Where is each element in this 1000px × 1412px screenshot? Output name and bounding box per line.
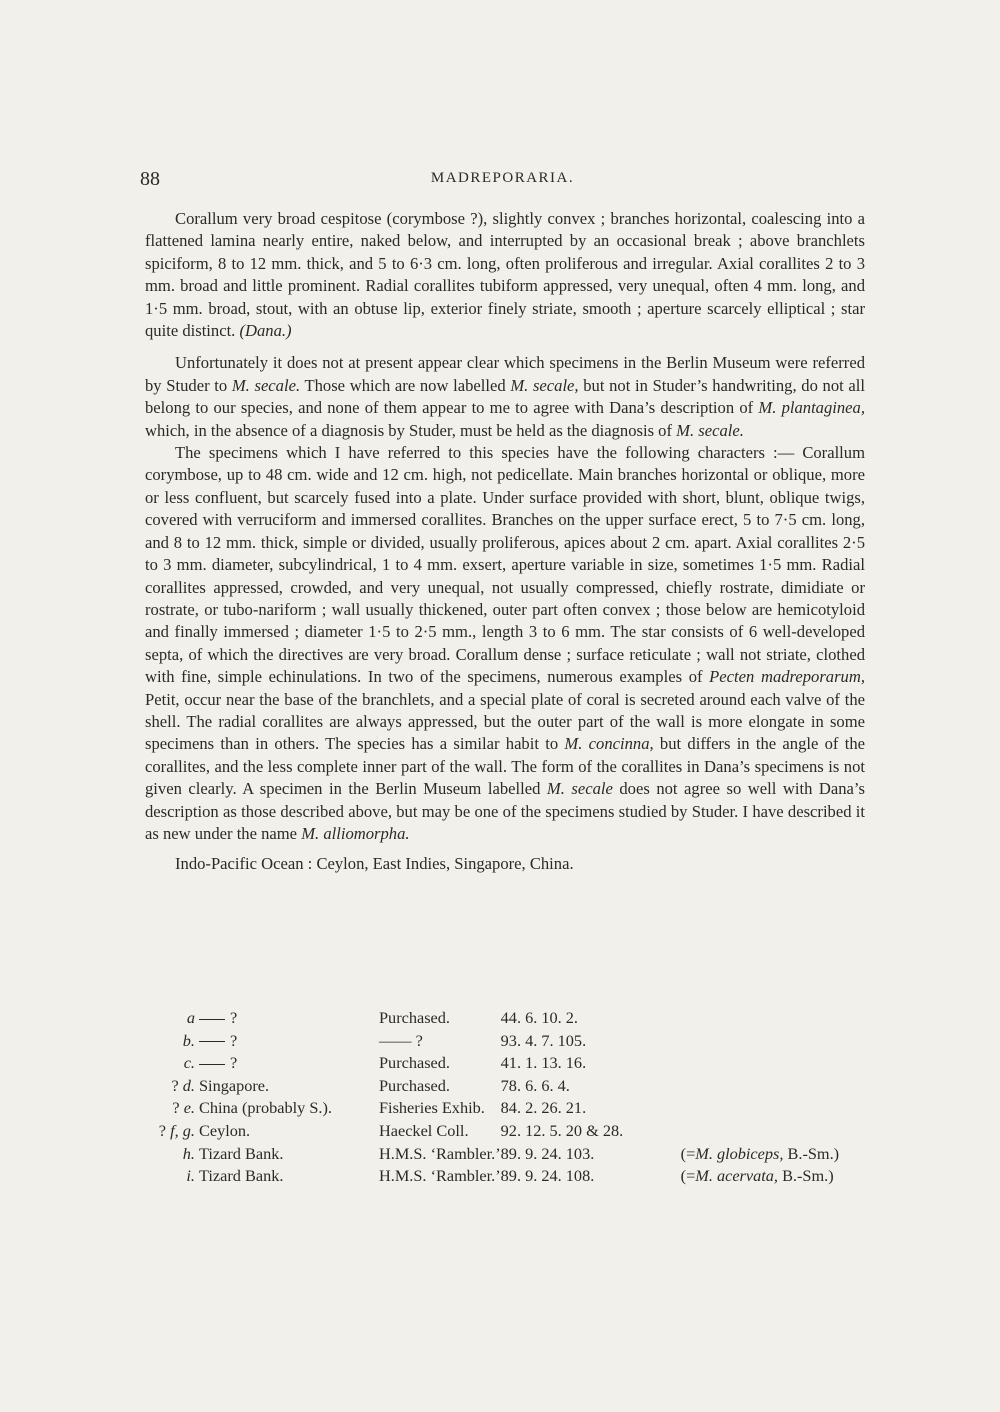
- text-segment: Those which are now labelled: [300, 375, 511, 395]
- specimen-locality: [199, 1031, 379, 1054]
- species-name: M. globiceps,: [695, 1143, 784, 1163]
- species-name: M. acervata,: [695, 1166, 778, 1186]
- specimen-locality: [199, 1098, 379, 1121]
- text-segment: which, in the absence of a diagnosis by Studer, must be held as the diagnosis of: [145, 420, 677, 440]
- specimen-note: [681, 1144, 875, 1167]
- text-segment: The specimens which I have referred to this species have the following characters :— Corallum corymbose, up to 48 cm. wide and 12 cm. high, not pedicellate. Main branches horizontal or oblique, more or less confluent, but scarcely fused into a plate. Under surface provided with short, blunt, oblique twigs, covered with verruciform and immersed corallites. Branches on the upper surface erect, 5 to 7·5 cm. long, and 8 to 12 mm. thick, simple or divided, usually proliferous, apices about 2 cm. apart. Axial corallites 2·5 to 3 mm. diameter, subcylindrical, 1 to 4 mm. exsert, aperture variable in size, sometimes 1·5 mm. Radial corallites appressed, crowded, and very unequal, not usually compressed, chiefly rostrate, dimidiate or rostrate, or tubo-nariform ; wall usually thickened, outer part often convex ; those below are hemicotyloid and finally immersed ; diameter 1·5 to 2·5 mm., length 3 to 6 mm. The star consists of 6 well-developed septa, of which the directives are very broad. Corallum dense ; surface reticulate ; wall not striate, clothed with fine, simple echinulations. In two of the specimens, numerous examples of: [145, 443, 865, 687]
- species-name: M. plantaginea,: [758, 398, 865, 418]
- register-number: 92. 12. 5. 20 & 28.: [500, 1120, 624, 1140]
- specimen-row: [145, 1144, 875, 1167]
- species-name: M. alliomorpha.: [301, 823, 410, 843]
- species-name: M. secale,: [510, 375, 579, 395]
- body-text: [145, 208, 865, 876]
- specimen-letter: [145, 1008, 199, 1031]
- register-number: 84. 2. 26. 21.: [500, 1098, 587, 1118]
- letter-label: b.: [182, 1030, 195, 1050]
- specimen-locality: [199, 1121, 379, 1144]
- specimen-row: [145, 1008, 875, 1031]
- locality-text: ?: [230, 1030, 238, 1050]
- locality-text: ?: [230, 1053, 238, 1073]
- page-number: 88: [140, 168, 160, 190]
- specimen-letter: [145, 1098, 199, 1121]
- species-name: M. secale.: [676, 420, 744, 440]
- specimen-row: [145, 1076, 875, 1099]
- specimen-source: Fisheries Exhib.: [379, 1098, 485, 1118]
- specimen-letter: [145, 1076, 199, 1099]
- locality-text: Tizard Bank.: [199, 1143, 284, 1163]
- description-text: Corallum very broad cespitose (corymbose ?), slightly convex ; branches horizontal, coalescing into a flattened lamina nearly entire, naked below, and interrupted by an occasional break ; above branchlets spiciform, 8 to 12 mm. thick, and 5 to 6·3 cm. long, often proliferous and irregular. Axial corallites 2 to 3 mm. broad and little prominent. Radial corallites tubiform appressed, very unequal, often 4 mm. long, and 1·5 mm. broad, stout, with an obtuse lip, exterior finely striate, smooth ; aperture scarcely elliptical ; star quite distinct.: [145, 209, 865, 341]
- characters-paragraph: [145, 442, 865, 845]
- register-number: 89. 9. 24. 108.: [500, 1166, 595, 1186]
- specimen-note: [681, 1166, 875, 1189]
- note-text: (=: [680, 1143, 696, 1163]
- specimen-note: [681, 1098, 875, 1121]
- dash-rule: [199, 1064, 225, 1065]
- text-segment: but not in Studer’s handwriting, do not all belong to our species, and none of them appear to me to agree with Dana’s description of: [145, 375, 866, 418]
- letter-label: h.: [182, 1143, 195, 1163]
- specimen-source: Purchased.: [379, 1075, 450, 1095]
- letter-label: a: [186, 1008, 195, 1027]
- page-header: [140, 168, 865, 198]
- specimen-row: [145, 1031, 875, 1054]
- register-number: 44. 6. 10. 2.: [500, 1008, 578, 1027]
- letter-label: c.: [183, 1053, 195, 1073]
- register-number: 41. 1. 13. 16.: [500, 1053, 587, 1073]
- register-number: 89. 9. 24. 103.: [500, 1143, 595, 1163]
- dash-rule: [199, 1041, 225, 1042]
- locality-text: Tizard Bank.: [199, 1166, 284, 1186]
- specimen-table: [145, 1008, 875, 1189]
- specimen-note: [681, 1053, 875, 1076]
- specimen-locality: [199, 1053, 379, 1076]
- letter-label: i.: [186, 1166, 195, 1186]
- species-name: Pecten madreporarum,: [709, 667, 865, 687]
- locality-text: ?: [230, 1008, 238, 1027]
- specimen-letter: [145, 1053, 199, 1076]
- locality-text: China (probably S.).: [199, 1098, 332, 1118]
- uncertain-mark: ?: [171, 1075, 179, 1095]
- specimen-source: Purchased.: [379, 1053, 450, 1073]
- letter-label: e.: [183, 1098, 195, 1118]
- register-number: 93. 4. 7. 105.: [500, 1030, 587, 1050]
- citation-dana: (Dana.): [239, 321, 292, 341]
- specimen-note: [681, 1008, 875, 1031]
- uncertain-mark: ?: [158, 1120, 167, 1140]
- text-segment: does not agree so well with Dana’s description as those described above, but may be one of the specimens studied by Studer. I have described it as new under the name: [145, 779, 865, 843]
- note-text: B.-Sm.): [778, 1166, 834, 1186]
- species-name: M. secale: [546, 779, 613, 799]
- locality-text: Ceylon.: [199, 1120, 251, 1140]
- specimen-source: Haeckel Coll.: [379, 1120, 469, 1140]
- specimen-source: Purchased.: [379, 1008, 450, 1027]
- specimen-note: [681, 1031, 875, 1054]
- locality-text: Singapore.: [199, 1075, 270, 1095]
- specimen-locality: [199, 1144, 379, 1167]
- specimen-letter: [145, 1144, 199, 1167]
- specimen-source: H.M.S. ‘Rambler.’: [379, 1166, 501, 1186]
- specimen-locality: [199, 1008, 379, 1031]
- text-segment: Petit, occur near the base of the branchlets, and a special plate of coral is secreted around each valve of the shell. The radial corallites are always appressed, but the outer part of the wall is more elongate in some specimens than in others. The species has a similar habit to: [145, 689, 865, 754]
- note-text: (=: [680, 1166, 696, 1186]
- specimen-locality: [199, 1166, 379, 1189]
- specimen-note: [681, 1121, 875, 1144]
- specimen-row: [145, 1098, 875, 1121]
- letter-label: f, g.: [170, 1120, 195, 1140]
- description-paragraph: [145, 208, 865, 342]
- specimen-note: [681, 1076, 875, 1099]
- locality-line: Indo-Pacific Ocean : Ceylon, East Indies, Singapore, China.: [175, 854, 574, 874]
- specimen-letter: [145, 1031, 199, 1054]
- running-head: MADREPORARIA.: [430, 170, 575, 186]
- studer-paragraph: [145, 352, 865, 442]
- text-segment: Unfortunately it does not at present appear clear which specimens in the Berlin Museum were referred by Studer to: [145, 353, 865, 395]
- specimen-letter: [145, 1121, 199, 1144]
- specimen-row: [145, 1053, 875, 1076]
- uncertain-mark: ?: [172, 1098, 180, 1118]
- text-segment: but differs in the angle of the corallites, and the less complete inner part of the wall. The form of the corallites in Dana’s specimens is not given clearly. A specimen in the Berlin Museum labelled: [145, 734, 866, 799]
- note-text: B.-Sm.): [783, 1143, 840, 1163]
- specimen-row: [145, 1121, 875, 1144]
- species-name: M. secale.: [231, 375, 301, 395]
- register-number: 78. 6. 6. 4.: [500, 1075, 570, 1095]
- specimen-row: [145, 1166, 875, 1189]
- specimen-source: H.M.S. ‘Rambler.’: [379, 1143, 501, 1163]
- specimen-letter: [145, 1166, 199, 1189]
- specimen-source: —— ?: [379, 1030, 423, 1050]
- letter-label: d.: [182, 1075, 195, 1095]
- species-name: M. concinna,: [564, 734, 654, 754]
- dash-rule: [199, 1019, 225, 1020]
- specimen-locality: [199, 1076, 379, 1099]
